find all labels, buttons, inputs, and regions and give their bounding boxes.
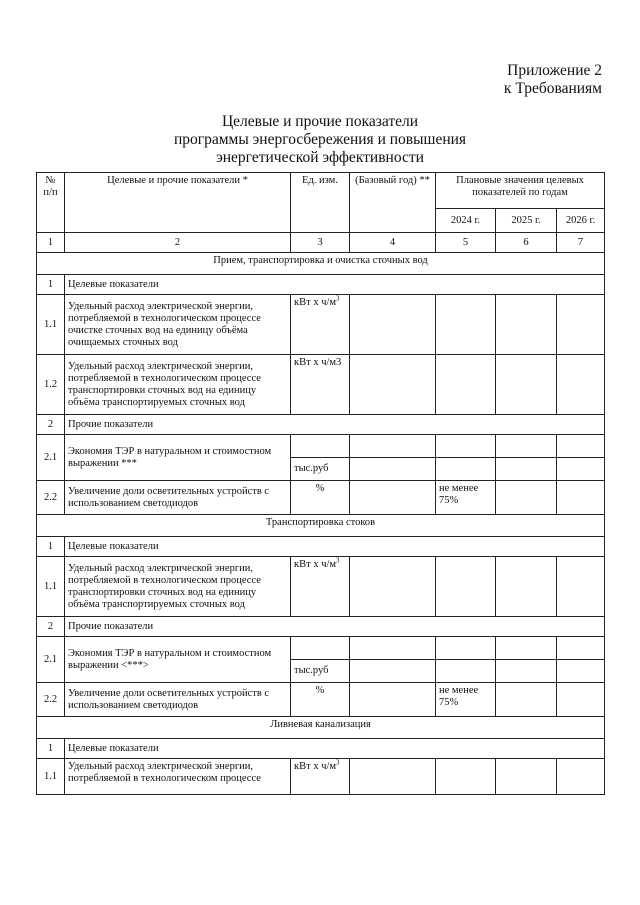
base-year-cell	[350, 557, 436, 617]
value-2026-cell	[557, 660, 605, 683]
value-2025-cell	[496, 481, 557, 515]
unit-cell	[291, 435, 350, 458]
value-2024-cell	[436, 458, 496, 481]
section-title: Прием, транспортировка и очистка сточных вод	[37, 253, 605, 275]
group-label: Целевые показатели	[65, 739, 605, 759]
value-2026-cell	[557, 295, 605, 355]
unit-superscript: 3	[336, 556, 340, 565]
col-number-3: 3	[291, 233, 350, 253]
unit-text: кВт х ч/м	[294, 761, 337, 772]
table-row	[37, 481, 605, 515]
table-row	[37, 759, 605, 795]
row-number: 2.1	[37, 637, 65, 683]
unit-cell: %	[291, 683, 350, 717]
value-2024-cell	[436, 660, 496, 683]
group-row	[37, 415, 605, 435]
row-number: 1	[37, 537, 65, 557]
base-year-cell	[350, 683, 436, 717]
group-row	[37, 537, 605, 557]
group-label: Целевые показатели	[65, 275, 605, 295]
group-label: Прочие показатели	[65, 415, 605, 435]
unit-superscript: 3	[336, 294, 340, 303]
value-2024-cell	[436, 557, 496, 617]
title-line-3: энергетической эффективности	[216, 149, 424, 166]
value-2024-cell: не менее 75%	[436, 683, 496, 717]
value-2026-cell	[557, 481, 605, 515]
indicator-label: Удельный расход электрической энергии, потребляемой в технологическом процессе транспортировки сточных вод на единицу объёма транспортируемых сточных вод	[65, 557, 291, 617]
base-year-cell	[350, 660, 436, 683]
indicator-label: Экономия ТЭР в натуральном и стоимостном выражении ***	[65, 435, 291, 481]
col-number-1: 1	[37, 233, 65, 253]
indicator-label: Экономия ТЭР в натуральном и стоимостном выражении <***>	[65, 637, 291, 683]
base-year-cell	[350, 295, 436, 355]
value-2025-cell	[496, 660, 557, 683]
value-2025-cell	[496, 683, 557, 717]
unit-cell: %	[291, 481, 350, 515]
value-2025-cell	[496, 295, 557, 355]
appendix-line-2: к Требованиям	[503, 80, 602, 97]
value-2024-cell	[436, 435, 496, 458]
section-title-row	[37, 717, 605, 739]
unit-cell: кВт х ч/м3	[291, 355, 350, 415]
indicator-label: Удельный расход электрической энергии, потребляемой в технологическом процессе	[65, 759, 291, 795]
row-number: 2.1	[37, 435, 65, 481]
value-2026-cell	[557, 355, 605, 415]
row-number: 1.1	[37, 557, 65, 617]
row-number: 1.1	[37, 295, 65, 355]
value-2025-cell	[496, 355, 557, 415]
col-number-7: 7	[557, 233, 605, 253]
indicator-label: Увеличение доли осветительных устройств с использованием светодиодов	[65, 683, 291, 717]
title-line-2: программы энергосбережения и повышения	[173, 131, 467, 148]
row-number: 2	[37, 617, 65, 637]
table-row	[37, 637, 605, 660]
header-year-2026: 2026 г.	[557, 209, 605, 233]
header-indicators: Целевые и прочие показатели *	[65, 173, 291, 233]
row-number: 1	[37, 275, 65, 295]
base-year-cell	[350, 355, 436, 415]
section-title: Транспортировка стоков	[37, 515, 605, 537]
base-year-cell	[350, 759, 436, 795]
value-2024-cell	[436, 759, 496, 795]
row-number: 1.1	[37, 759, 65, 795]
table-row	[37, 683, 605, 717]
value-2026-cell	[557, 435, 605, 458]
value-2024-cell	[436, 637, 496, 660]
header-year-2024: 2024 г.	[436, 209, 496, 233]
row-number: 2.2	[37, 683, 65, 717]
unit-superscript: 3	[336, 758, 340, 767]
col-number-5: 5	[436, 233, 496, 253]
group-label: Прочие показатели	[65, 617, 605, 637]
unit-text: кВт х ч/м	[294, 297, 337, 308]
column-numbers-row	[37, 233, 605, 253]
section-title-row	[37, 253, 605, 275]
header-row	[37, 173, 605, 209]
header-base-year: (Базовый год) **	[350, 173, 436, 233]
unit-cell: тыс.руб	[291, 660, 350, 683]
unit-cell: тыс.руб	[291, 458, 350, 481]
indicator-label: Увеличение доли осветительных устройств с использованием светодиодов	[65, 481, 291, 515]
header-year-2025: 2025 г.	[496, 209, 557, 233]
group-row	[37, 617, 605, 637]
base-year-cell	[350, 637, 436, 660]
unit-text: кВт х ч/м	[294, 559, 337, 570]
value-2025-cell	[496, 637, 557, 660]
value-2025-cell	[496, 759, 557, 795]
col-number-6: 6	[496, 233, 557, 253]
group-row	[37, 275, 605, 295]
value-2026-cell	[557, 557, 605, 617]
col-number-2: 2	[65, 233, 291, 253]
value-2026-cell	[557, 637, 605, 660]
value-2026-cell	[557, 759, 605, 795]
indicators-table	[36, 172, 605, 795]
value-2024-cell	[436, 295, 496, 355]
indicator-label: Удельный расход электрической энергии, потребляемой в технологическом процессе транспортировки сточных вод на единицу объёма транспортируемых сточных вод	[65, 355, 291, 415]
table-row	[37, 435, 605, 458]
unit-cell	[291, 637, 350, 660]
section-title-row	[37, 515, 605, 537]
unit-cell	[291, 759, 350, 795]
table-row	[37, 355, 605, 415]
unit-cell	[291, 557, 350, 617]
appendix-caption	[504, 62, 602, 98]
group-label: Целевые показатели	[65, 537, 605, 557]
header-num: № п/п	[37, 173, 65, 233]
appendix-line-1: Приложение 2	[507, 62, 602, 79]
row-number: 2	[37, 415, 65, 435]
title-line-1: Целевые и прочие показатели	[221, 113, 419, 130]
col-number-4: 4	[350, 233, 436, 253]
value-2024-cell	[436, 355, 496, 415]
header-planned: Плановые значения целевых показателей по годам	[436, 173, 605, 209]
row-number: 1.2	[37, 355, 65, 415]
document-title	[0, 113, 640, 167]
group-row	[37, 739, 605, 759]
value-2026-cell	[557, 458, 605, 481]
row-number: 1	[37, 739, 65, 759]
base-year-cell	[350, 481, 436, 515]
table-row	[37, 557, 605, 617]
unit-cell	[291, 295, 350, 355]
indicator-label: Удельный расход электрической энергии, потребляемой в технологическом процессе очистке сточных вод на единицу объёма очищаемых сточных вод	[65, 295, 291, 355]
value-2025-cell	[496, 458, 557, 481]
table-row	[37, 295, 605, 355]
base-year-cell	[350, 458, 436, 481]
value-2025-cell	[496, 435, 557, 458]
header-unit: Ед. изм.	[291, 173, 350, 233]
row-number: 2.2	[37, 481, 65, 515]
value-2026-cell	[557, 683, 605, 717]
value-2025-cell	[496, 557, 557, 617]
section-title: Ливневая канализация	[37, 717, 605, 739]
base-year-cell	[350, 435, 436, 458]
value-2024-cell: не менее 75%	[436, 481, 496, 515]
